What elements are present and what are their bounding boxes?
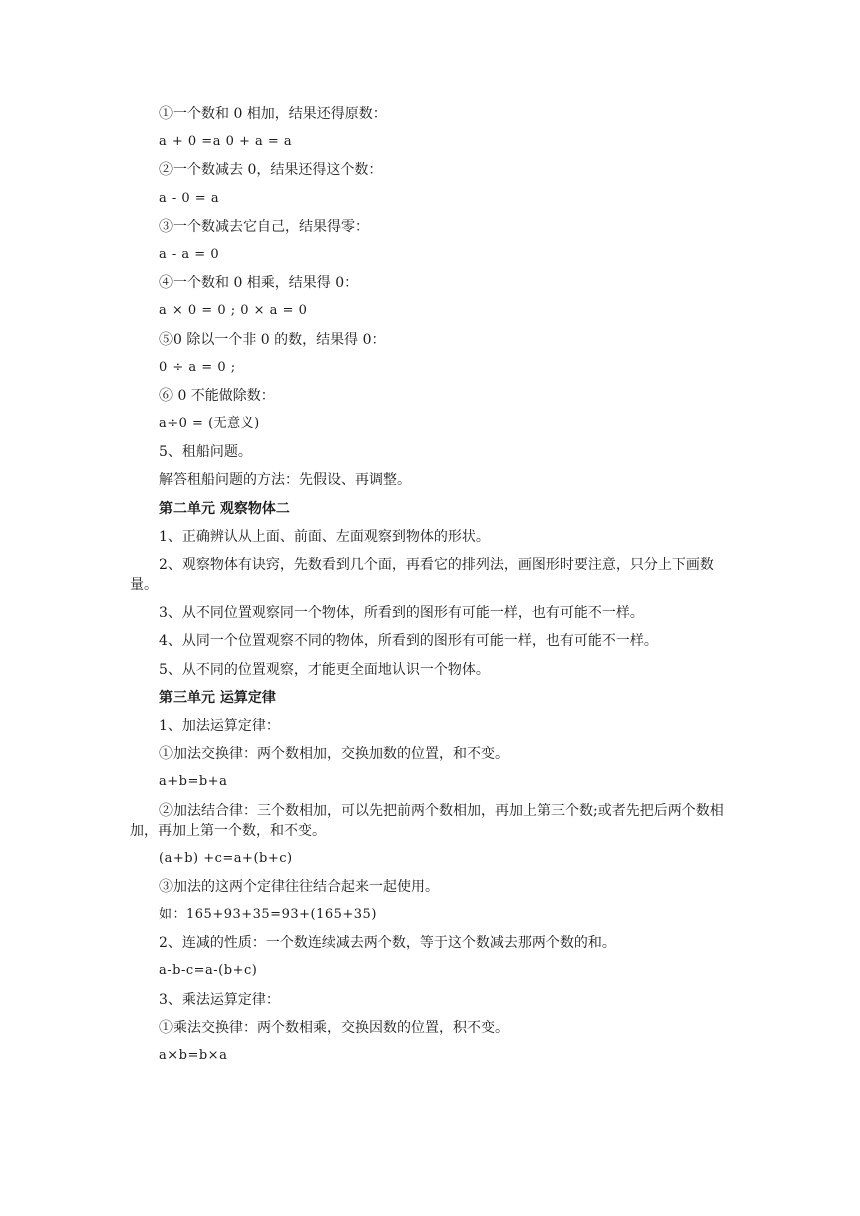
text-line: ②加法结合律：三个数相加，可以先把前两个数相加，再加上第三个数;或者先把后两个数相加，再加上第一个数，和不变。: [130, 802, 724, 839]
section-heading: 第三单元 运算定律: [159, 689, 276, 706]
text-line: ③加法的这两个定律往往结合起来一起使用。: [159, 878, 439, 895]
text-line: ⑤0 除以一个非 0 的数，结果得 0：: [159, 331, 386, 348]
text-line: ①一个数和 0 相加，结果还得原数：: [159, 106, 387, 122]
formula-line: a - 0 = a: [159, 190, 220, 206]
formula-line: 0 ÷ a = 0 ;: [159, 359, 236, 375]
formula-line: a + 0 =a 0 + a = a: [159, 134, 293, 150]
formula-line: a-b-c=a-(b+c): [159, 963, 258, 979]
text-line: ③一个数减去它自己，结果得零：: [159, 218, 369, 235]
text-line: 3、乘法运算定律：: [159, 991, 280, 1008]
text-line: 解答租船问题的方法：先假设、再调整。: [159, 472, 411, 489]
text-line: 1、正确辨认从上面、前面、左面观察到物体的形状。: [159, 528, 490, 545]
text-line: 5、租船问题。: [159, 444, 252, 461]
text-line: 5、从不同的位置观察，才能更全面地认识一个物体。: [159, 661, 490, 678]
section-heading: 第二单元 观察物体二: [159, 500, 290, 517]
formula-line: (a+b) +c=a+(b+c): [159, 850, 293, 866]
text-line: ②一个数减去 0，结果还得这个数：: [159, 162, 383, 179]
formula-line: a+b=b+a: [159, 774, 228, 790]
text-line: ⑥ 0 不能做除数：: [159, 387, 275, 404]
formula-line: 如：165+93+35=93+(165+35): [159, 907, 377, 923]
document-body: [130, 104, 730, 1074]
text-line: 4、从同一个位置观察不同的物体，所看到的图形有可能一样，也有可能不一样。: [159, 633, 658, 650]
text-line: 1、加法运算定律：: [159, 717, 280, 734]
text-line: 3、从不同位置观察同一个物体，所看到的图形有可能一样，也有可能不一样。: [159, 605, 644, 622]
text-line: ①乘法交换律：两个数相乘，交换因数的位置，积不变。: [159, 1019, 509, 1036]
text-line: 2、观察物体有诀窍，先数看到几个面，再看它的排列法，画图形时要注意，只分上下画数量。: [130, 557, 714, 593]
text-line: ④一个数和 0 相乘，结果得 0：: [159, 275, 359, 292]
formula-line: a × 0 = 0 ; 0 × a = 0: [159, 303, 308, 319]
text-line: ①加法交换律：两个数相加，交换加数的位置，和不变。: [159, 746, 509, 763]
formula-line: a - a = 0: [159, 246, 220, 262]
formula-line: a÷0 = (无意义): [159, 416, 260, 432]
text-line: 2、连减的性质：一个数连续减去两个数，等于这个数减去那两个数的和。: [159, 935, 616, 952]
formula-line: a×b=b×a: [159, 1048, 228, 1063]
